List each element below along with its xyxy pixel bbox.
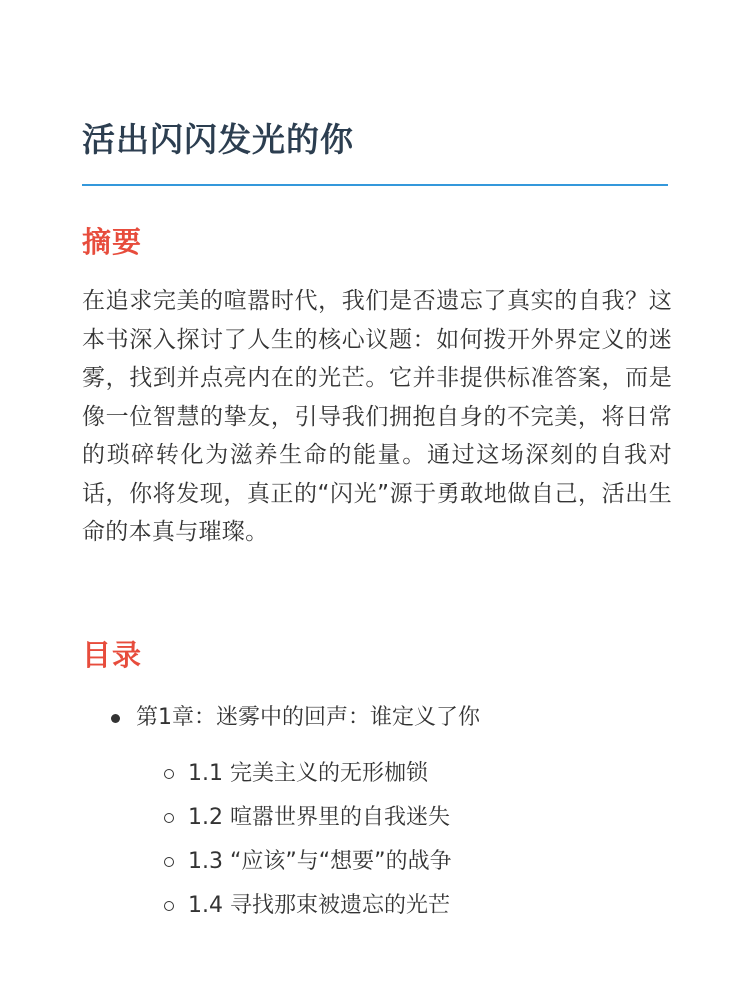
chapter-label: 第1章：迷雾中的回声：谁定义了你 bbox=[136, 705, 480, 730]
toc-section-1-3 bbox=[136, 844, 668, 888]
hollow-bullet-icon bbox=[164, 769, 174, 779]
toc-section-1-4 bbox=[136, 888, 668, 932]
toc-section-1-1 bbox=[136, 756, 668, 800]
title-divider bbox=[82, 184, 668, 186]
chapter-sections bbox=[136, 756, 668, 932]
summary-paragraph: 在追求完美的喧嚣时代，我们是否遗忘了真实的自我？这本书深入探讨了人生的核心议题：如何拨开外界定义的迷雾，找到并点亮内在的光芒。它并非提供标准答案，而是像一位智慧的挚友，引导我们拥抱自身的不完美，将日常的琐碎转化为滋养生命的能量。通过这场深刻的自我对话，你将发现，真正的“闪光”源于勇敢地做自己，活出生命的本真与璀璨。 bbox=[82, 288, 672, 545]
toc-heading: 目录 bbox=[82, 638, 143, 672]
section-label: 1.2 喧嚣世界里的自我迷失 bbox=[188, 805, 450, 830]
section-label: 1.1 完美主义的无形枷锁 bbox=[188, 761, 428, 786]
table-of-contents bbox=[82, 700, 668, 932]
book-title: 活出闪闪发光的你 bbox=[82, 120, 354, 159]
section-label: 1.4 寻找那束被遗忘的光芒 bbox=[188, 893, 450, 918]
section-label: 1.3 “应该”与“想要”的战争 bbox=[188, 849, 452, 874]
summary-heading: 摘要 bbox=[82, 225, 143, 259]
toc-section-1-2 bbox=[136, 800, 668, 844]
hollow-bullet-icon bbox=[164, 857, 174, 867]
hollow-bullet-icon bbox=[164, 901, 174, 911]
hollow-bullet-icon bbox=[164, 813, 174, 823]
toc-chapter-1 bbox=[82, 700, 668, 932]
filled-bullet-icon bbox=[111, 714, 120, 723]
